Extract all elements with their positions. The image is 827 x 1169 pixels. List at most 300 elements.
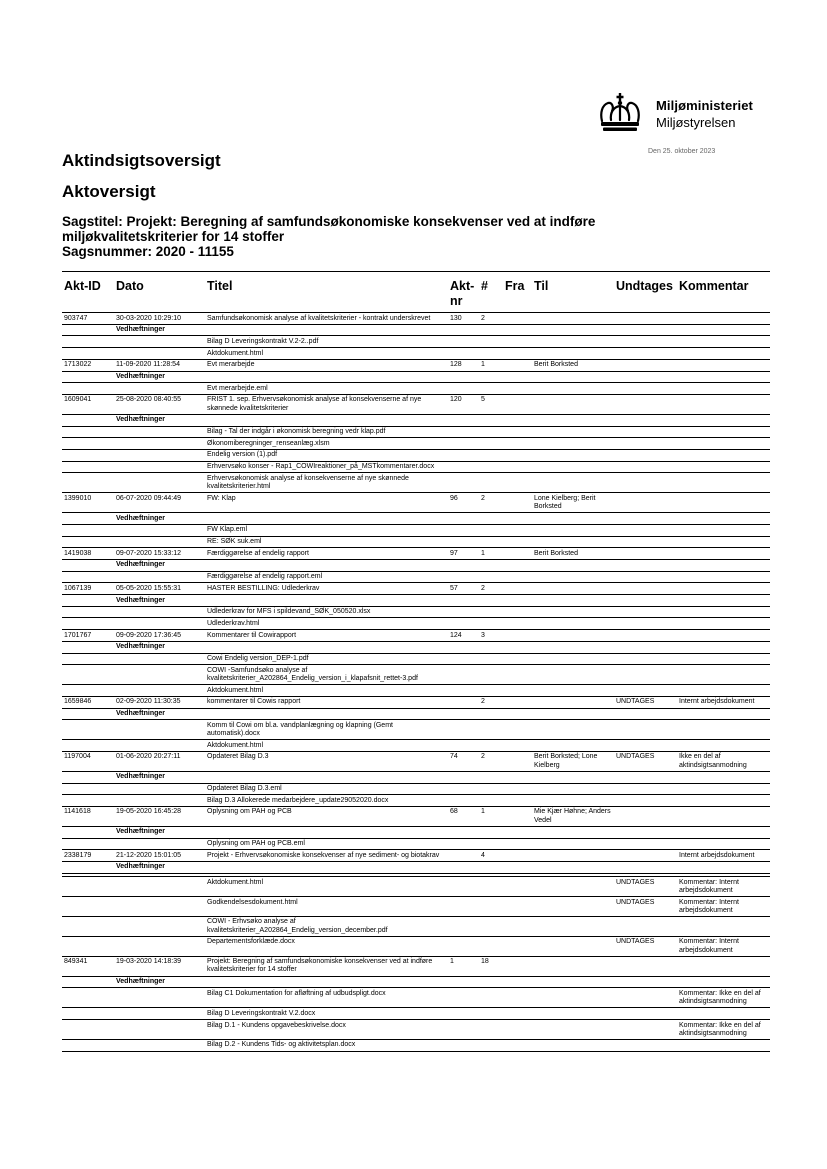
cell-akt-nr	[448, 571, 479, 583]
cell-dato	[114, 426, 205, 438]
attachment-row	[62, 740, 770, 752]
cell-num: 4	[479, 850, 503, 862]
cell-til	[532, 414, 614, 426]
document-row	[62, 630, 770, 642]
cell-fra	[503, 956, 532, 976]
cell-undtages	[614, 685, 677, 697]
cell-kommentar	[677, 783, 770, 795]
cell-akt-id	[62, 438, 114, 450]
cell-titel: Udlederkrav for MFS i spildevand_SØK_050520.xlsx	[205, 606, 448, 618]
cell-akt-id	[62, 720, 114, 740]
cell-kommentar	[677, 449, 770, 461]
attachments-header-row	[62, 826, 770, 838]
cell-akt-nr: 1	[448, 956, 479, 976]
cell-dato	[114, 383, 205, 395]
cell-kommentar: Kommentar: Internt arbejdsdokument	[677, 877, 770, 897]
cell-kommentar	[677, 806, 770, 826]
col-header-akt-id: Akt-ID	[62, 272, 114, 313]
cell-fra	[503, 583, 532, 595]
cell-undtages	[614, 473, 677, 493]
cell-undtages	[614, 653, 677, 665]
cell-dato: Vedhæftninger	[114, 861, 205, 873]
cell-dato	[114, 618, 205, 630]
cell-til: Lone Kielberg; Berit Borksted	[532, 493, 614, 513]
cell-dato	[114, 665, 205, 685]
cell-dato	[114, 936, 205, 956]
cell-undtages	[614, 850, 677, 862]
cell-fra	[503, 313, 532, 325]
cell-til	[532, 324, 614, 336]
cell-akt-nr	[448, 595, 479, 607]
cell-dato	[114, 988, 205, 1008]
cell-kommentar: Ikke en del af aktindsigtsanmodning	[677, 751, 770, 771]
attachment-row	[62, 936, 770, 956]
cell-kommentar	[677, 861, 770, 873]
cell-titel: Bilag C1 Dokumentation for afløftning af udbudspligt.docx	[205, 988, 448, 1008]
cell-dato	[114, 795, 205, 807]
section-title: Aktoversigt	[62, 182, 156, 201]
cell-akt-nr	[448, 336, 479, 348]
cell-til	[532, 438, 614, 450]
cell-titel: Godkendelsesdokument.html	[205, 897, 448, 917]
cell-akt-id: 849341	[62, 956, 114, 976]
col-header-fra: Fra	[503, 272, 532, 313]
cell-til	[532, 861, 614, 873]
cell-undtages	[614, 1008, 677, 1020]
col-header-undtages: Undtages	[614, 272, 677, 313]
cell-num: 2	[479, 696, 503, 708]
attachment-row	[62, 336, 770, 348]
col-header-titel: Titel	[205, 272, 448, 313]
cell-til	[532, 826, 614, 838]
cell-kommentar	[677, 524, 770, 536]
cell-undtages	[614, 548, 677, 560]
cell-dato: 21-12-2020 15:01:05	[114, 850, 205, 862]
cell-akt-nr	[448, 771, 479, 783]
cell-kommentar	[677, 916, 770, 936]
cell-titel: Samfundsøkonomisk analyse af kvalitetskriterier - kontrakt underskrevet	[205, 313, 448, 325]
cell-kommentar: Kommentar: Internt arbejdsdokument	[677, 897, 770, 917]
cell-kommentar	[677, 595, 770, 607]
cell-titel: FRIST 1. sep. Erhvervsøkonomisk analyse af konsekvenserne af nye skønnede kvalitetskriterier	[205, 394, 448, 414]
cell-undtages	[614, 771, 677, 783]
cell-fra	[503, 559, 532, 571]
cell-akt-nr	[448, 536, 479, 548]
case-subject	[62, 214, 722, 259]
cell-akt-id	[62, 795, 114, 807]
cell-til	[532, 720, 614, 740]
attachments-header-row	[62, 414, 770, 426]
cell-akt-nr	[448, 826, 479, 838]
cell-akt-id	[62, 324, 114, 336]
cell-akt-id	[62, 877, 114, 897]
cell-til	[532, 1020, 614, 1040]
cell-kommentar	[677, 371, 770, 383]
document-date: Den 25. oktober 2023	[648, 148, 716, 155]
cell-til	[532, 1039, 614, 1051]
cell-titel	[205, 976, 448, 988]
cell-titel: Bilag - Tal der indgår i økonomisk beregning vedr klap.pdf	[205, 426, 448, 438]
cell-fra	[503, 438, 532, 450]
cell-dato: 30-03-2020 10:29:10	[114, 313, 205, 325]
cell-num	[479, 371, 503, 383]
cell-akt-id	[62, 348, 114, 360]
cell-titel: Færdiggørelse af endelig rapport.eml	[205, 571, 448, 583]
cell-kommentar	[677, 583, 770, 595]
cell-kommentar	[677, 438, 770, 450]
cell-til	[532, 936, 614, 956]
cell-titel: Komm til Cowi om bl.a. vandplanlægning og klapning (Gemt automatisk).docx	[205, 720, 448, 740]
cell-titel: COWI -Samfundsøko analyse af kvalitetskriterier_A202864_Endelig_version_i_klapafsnit_rettet-3.pdf	[205, 665, 448, 685]
cell-til: Berit Borksted	[532, 548, 614, 560]
attachment-row	[62, 916, 770, 936]
cell-akt-nr: 120	[448, 394, 479, 414]
cell-titel: Erhvervsøko konser - Rap1_COWIreaktioner_på_MSTkommentarer.docx	[205, 461, 448, 473]
cell-akt-nr: 74	[448, 751, 479, 771]
attachments-header-row	[62, 559, 770, 571]
cell-fra	[503, 976, 532, 988]
cell-titel: Departementsforklæde.docx	[205, 936, 448, 956]
cell-num	[479, 414, 503, 426]
cell-kommentar	[677, 571, 770, 583]
cell-til	[532, 771, 614, 783]
cell-num	[479, 336, 503, 348]
cell-akt-nr: 128	[448, 359, 479, 371]
cell-til	[532, 740, 614, 752]
cell-kommentar	[677, 324, 770, 336]
cell-kommentar	[677, 630, 770, 642]
cell-dato	[114, 685, 205, 697]
attachment-row	[62, 685, 770, 697]
cell-akt-id	[62, 976, 114, 988]
cell-dato	[114, 536, 205, 548]
cell-kommentar	[677, 548, 770, 560]
page-title: Aktindsigtsoversigt	[62, 151, 221, 170]
cell-akt-nr	[448, 838, 479, 850]
cell-til	[532, 897, 614, 917]
attachments-header-row	[62, 324, 770, 336]
cell-titel: Bilag D Leveringskontrakt V.2.docx	[205, 1008, 448, 1020]
cell-akt-nr	[448, 850, 479, 862]
cell-til	[532, 595, 614, 607]
cell-num: 1	[479, 548, 503, 560]
cell-fra	[503, 336, 532, 348]
cell-akt-id	[62, 559, 114, 571]
cell-dato	[114, 838, 205, 850]
cell-dato: 11-09-2020 11:28:54	[114, 359, 205, 371]
cell-num	[479, 461, 503, 473]
cell-dato	[114, 1020, 205, 1040]
cell-fra	[503, 936, 532, 956]
cell-kommentar	[677, 414, 770, 426]
cell-fra	[503, 1008, 532, 1020]
cell-undtages	[614, 571, 677, 583]
cell-fra	[503, 449, 532, 461]
table-body	[62, 313, 770, 1052]
cell-num	[479, 348, 503, 360]
cell-num	[479, 916, 503, 936]
cell-titel: Aktdokument.html	[205, 348, 448, 360]
cell-dato: Vedhæftninger	[114, 826, 205, 838]
cell-fra	[503, 513, 532, 525]
cell-kommentar	[677, 394, 770, 414]
cell-til	[532, 795, 614, 807]
attachment-row	[62, 1008, 770, 1020]
cell-akt-nr	[448, 371, 479, 383]
cell-fra	[503, 493, 532, 513]
cell-akt-nr	[448, 641, 479, 653]
cell-kommentar	[677, 653, 770, 665]
cell-til	[532, 850, 614, 862]
cell-undtages	[614, 916, 677, 936]
cell-undtages	[614, 324, 677, 336]
cell-num: 2	[479, 493, 503, 513]
cell-undtages	[614, 720, 677, 740]
attachment-row	[62, 524, 770, 536]
cell-dato: Vedhæftninger	[114, 559, 205, 571]
cell-fra	[503, 696, 532, 708]
attachment-row	[62, 449, 770, 461]
cell-akt-id	[62, 988, 114, 1008]
cell-akt-nr: 68	[448, 806, 479, 826]
document-row	[62, 850, 770, 862]
attachment-row	[62, 383, 770, 395]
cell-akt-id	[62, 861, 114, 873]
cell-akt-id: 1067139	[62, 583, 114, 595]
cell-titel: Bilag D Leveringskontrakt V.2-2..pdf	[205, 336, 448, 348]
cell-kommentar	[677, 536, 770, 548]
cell-fra	[503, 606, 532, 618]
cell-akt-nr	[448, 461, 479, 473]
cell-dato: 09-07-2020 15:33:12	[114, 548, 205, 560]
cell-til	[532, 641, 614, 653]
cell-akt-id	[62, 708, 114, 720]
cell-undtages	[614, 513, 677, 525]
cell-num	[479, 665, 503, 685]
cell-til	[532, 783, 614, 795]
cell-titel	[205, 513, 448, 525]
cell-titel: Bilag D.1 - Kundens opgavebeskrivelse.docx	[205, 1020, 448, 1040]
cell-akt-id	[62, 1020, 114, 1040]
cell-dato: 25-08-2020 08:40:55	[114, 394, 205, 414]
cell-akt-nr: 96	[448, 493, 479, 513]
cell-kommentar	[677, 348, 770, 360]
cell-til	[532, 449, 614, 461]
cell-num	[479, 771, 503, 783]
cell-undtages	[614, 426, 677, 438]
cell-til	[532, 696, 614, 708]
cell-num	[479, 438, 503, 450]
cell-akt-nr	[448, 783, 479, 795]
cell-titel	[205, 861, 448, 873]
cell-kommentar	[677, 956, 770, 976]
attachment-row	[62, 665, 770, 685]
cell-dato	[114, 720, 205, 740]
cell-akt-id	[62, 595, 114, 607]
cell-undtages	[614, 359, 677, 371]
cell-akt-id	[62, 916, 114, 936]
cell-num	[479, 861, 503, 873]
cell-til: Mie Kjær Høhne; Anders Vedel	[532, 806, 614, 826]
cell-titel: Aktdokument.html	[205, 740, 448, 752]
cell-dato: Vedhæftninger	[114, 976, 205, 988]
cell-undtages	[614, 449, 677, 461]
cell-akt-id	[62, 783, 114, 795]
cell-dato: Vedhæftninger	[114, 371, 205, 383]
cell-titel: RE: SØK suk.eml	[205, 536, 448, 548]
attachment-row	[62, 438, 770, 450]
cell-fra	[503, 461, 532, 473]
cell-til	[532, 513, 614, 525]
cell-til	[532, 371, 614, 383]
document-row	[62, 751, 770, 771]
cell-akt-nr	[448, 348, 479, 360]
cell-undtages	[614, 956, 677, 976]
cell-fra	[503, 324, 532, 336]
cell-til	[532, 313, 614, 325]
cell-num	[479, 988, 503, 1008]
cell-fra	[503, 359, 532, 371]
cell-kommentar	[677, 313, 770, 325]
cell-til	[532, 426, 614, 438]
cell-undtages: UNDTAGES	[614, 936, 677, 956]
cell-undtages	[614, 976, 677, 988]
cell-titel	[205, 771, 448, 783]
cell-akt-nr	[448, 708, 479, 720]
cell-num: 2	[479, 583, 503, 595]
cell-dato: Vedhæftninger	[114, 641, 205, 653]
cell-dato	[114, 524, 205, 536]
cell-dato	[114, 606, 205, 618]
cell-til	[532, 348, 614, 360]
crown-icon	[596, 91, 644, 133]
cell-undtages	[614, 461, 677, 473]
cell-undtages	[614, 336, 677, 348]
cell-undtages: UNDTAGES	[614, 696, 677, 708]
cell-kommentar	[677, 359, 770, 371]
cell-undtages	[614, 595, 677, 607]
cell-fra	[503, 1020, 532, 1040]
cell-undtages	[614, 826, 677, 838]
cell-undtages	[614, 1039, 677, 1051]
cell-titel: Endelig version (1).pdf	[205, 449, 448, 461]
cell-titel	[205, 414, 448, 426]
cell-fra	[503, 548, 532, 560]
cell-til	[532, 1008, 614, 1020]
cell-til	[532, 877, 614, 897]
cell-til	[532, 988, 614, 1008]
cell-num	[479, 720, 503, 740]
cell-fra	[503, 630, 532, 642]
cell-akt-nr	[448, 426, 479, 438]
attachment-row	[62, 1039, 770, 1051]
cell-titel: Økonomiberegninger_renseanlæg.xlsm	[205, 438, 448, 450]
cell-dato: 05-05-2020 15:55:31	[114, 583, 205, 595]
cell-kommentar	[677, 976, 770, 988]
cell-til	[532, 653, 614, 665]
cell-akt-id	[62, 513, 114, 525]
cell-til	[532, 838, 614, 850]
case-subject-line: miljøkvalitetskriterier for 14 stoffer	[62, 229, 285, 244]
cell-fra	[503, 524, 532, 536]
cell-akt-id	[62, 838, 114, 850]
attachments-header-row	[62, 861, 770, 873]
cell-titel: Udlederkrav.html	[205, 618, 448, 630]
cell-til	[532, 606, 614, 618]
attachments-header-row	[62, 513, 770, 525]
cell-fra	[503, 806, 532, 826]
attachment-row	[62, 653, 770, 665]
cell-dato: 02-09-2020 11:30:35	[114, 696, 205, 708]
cell-kommentar	[677, 795, 770, 807]
attachment-row	[62, 618, 770, 630]
cell-num	[479, 513, 503, 525]
cell-fra	[503, 348, 532, 360]
document-row	[62, 956, 770, 976]
cell-fra	[503, 653, 532, 665]
cell-undtages	[614, 740, 677, 752]
cell-akt-id: 2338179	[62, 850, 114, 862]
cell-undtages	[614, 838, 677, 850]
cell-titel	[205, 595, 448, 607]
cell-kommentar	[677, 336, 770, 348]
cell-akt-nr	[448, 559, 479, 571]
document-row	[62, 493, 770, 513]
cell-kommentar: Internt arbejdsdokument	[677, 850, 770, 862]
cell-num	[479, 685, 503, 697]
cell-akt-nr	[448, 988, 479, 1008]
cell-akt-id	[62, 771, 114, 783]
cell-undtages	[614, 394, 677, 414]
cell-fra	[503, 720, 532, 740]
cell-dato	[114, 461, 205, 473]
cell-fra	[503, 665, 532, 685]
cell-fra	[503, 988, 532, 1008]
cell-akt-id: 1399010	[62, 493, 114, 513]
cell-kommentar	[677, 383, 770, 395]
cell-num	[479, 559, 503, 571]
attachment-row	[62, 795, 770, 807]
cell-undtages	[614, 1020, 677, 1040]
cell-akt-nr	[448, 513, 479, 525]
cell-undtages	[614, 348, 677, 360]
cell-dato: Vedhæftninger	[114, 771, 205, 783]
cell-til: Berit Borksted	[532, 359, 614, 371]
cell-akt-nr	[448, 897, 479, 917]
cell-titel	[205, 559, 448, 571]
cell-num: 1	[479, 359, 503, 371]
cell-num	[479, 383, 503, 395]
cell-fra	[503, 618, 532, 630]
cell-undtages	[614, 618, 677, 630]
document-row	[62, 548, 770, 560]
cell-akt-nr	[448, 618, 479, 630]
cell-undtages	[614, 795, 677, 807]
cell-dato: Vedhæftninger	[114, 324, 205, 336]
cell-undtages	[614, 708, 677, 720]
col-header-kommentar: Kommentar	[677, 272, 770, 313]
cell-num	[479, 571, 503, 583]
cell-dato	[114, 348, 205, 360]
cell-kommentar	[677, 771, 770, 783]
cell-num	[479, 426, 503, 438]
document-row	[62, 313, 770, 325]
cell-num	[479, 740, 503, 752]
cell-undtages	[614, 806, 677, 826]
document-row	[62, 583, 770, 595]
cell-undtages	[614, 559, 677, 571]
cell-til	[532, 708, 614, 720]
